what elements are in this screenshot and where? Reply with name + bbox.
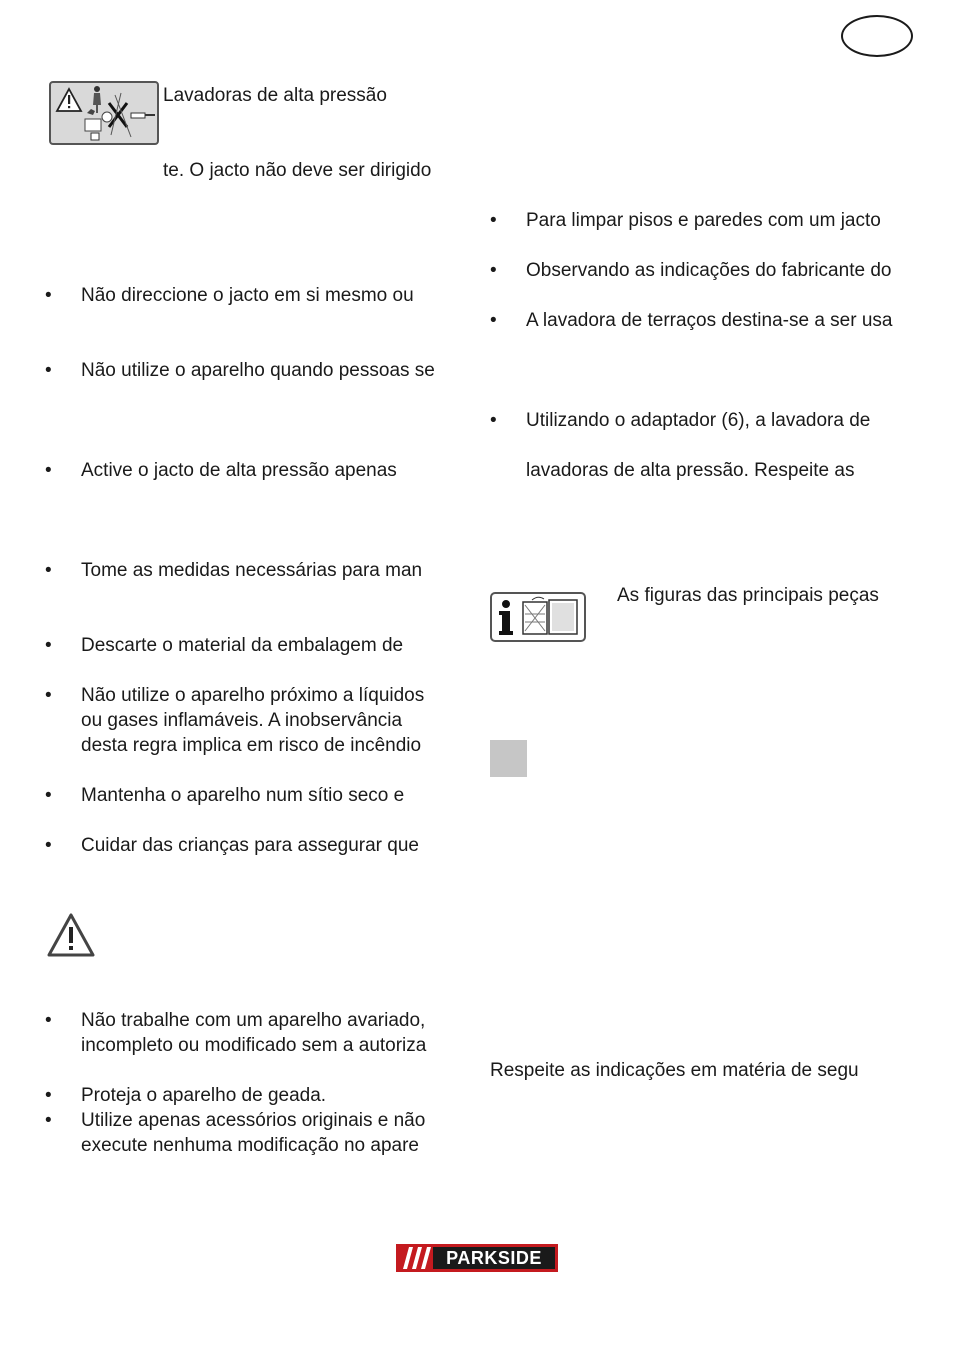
bullet-marker: •	[45, 835, 52, 856]
brand-name: PARKSIDE	[446, 1248, 542, 1268]
list-item-text: Não direccione o jacto em si mesmo ou	[81, 285, 414, 306]
bullet-marker: •	[45, 635, 52, 656]
list-item-text: Utilizando o adaptador (6), a lavadora de	[526, 410, 871, 431]
list-item-text: Mantenha o aparelho num sítio seco e	[81, 785, 405, 806]
gray-marker-square	[490, 740, 527, 777]
list-item-text: Não utilize o aparelho quando pessoas se	[81, 360, 435, 381]
list-item-text: A lavadora de terraços destina-se a ser usa	[526, 310, 893, 331]
bullet-marker: •	[490, 310, 497, 331]
list-item-text: Proteja o aparelho de geada.	[81, 1085, 327, 1106]
language-badge	[841, 15, 913, 57]
bullet-marker: •	[45, 460, 52, 481]
safety-note: Respeite as indicações em matéria de segu	[490, 1060, 859, 1081]
read-manual-info-icon	[490, 592, 586, 642]
list-item-text: Observando as indicações do fabricante do	[526, 260, 892, 281]
intro-text: te. O jacto não deve ser dirigido	[163, 160, 432, 181]
list-item-text: Não trabalhe com um aparelho avariado,	[81, 1010, 426, 1031]
bullet-marker: •	[45, 685, 52, 706]
list-item-text: Cuidar das crianças para assegurar que	[81, 835, 419, 856]
bullet-marker: •	[490, 260, 497, 281]
list-item-text: Active o jacto de alta pressão apenas	[81, 460, 397, 481]
list-item-text: ou gases inflamáveis. A inobservância	[81, 710, 403, 731]
warning-triangle-icon	[46, 912, 96, 958]
bullet-marker: •	[45, 560, 52, 581]
bullet-marker: •	[45, 1085, 52, 1106]
list-item-text: Descarte o material da embalagem de	[81, 635, 404, 656]
bullet-marker: •	[45, 785, 52, 806]
bullet-marker: •	[45, 285, 52, 306]
bullet-marker: •	[45, 1010, 52, 1031]
list-item-text: execute nenhuma modificação no apare	[81, 1135, 420, 1156]
parkside-logo	[396, 1244, 558, 1272]
bullet-marker: •	[45, 1110, 52, 1131]
list-item-text: Para limpar pisos e paredes com um jacto	[526, 210, 881, 231]
bullet-marker: •	[490, 410, 497, 431]
bullet-marker: •	[490, 210, 497, 231]
list-item-text: Utilize apenas acessórios originais e não	[81, 1110, 426, 1131]
list-item-text: Tome as medidas necessárias para man	[81, 560, 423, 581]
list-item-text: desta regra implica em risco de incêndio	[81, 735, 422, 756]
continuation-text: lavadoras de alta pressão. Respeite as	[526, 460, 855, 481]
info-text: As figuras das principais peças	[617, 585, 879, 606]
warning-pictogram-label: Lavadoras de alta pressão	[163, 85, 387, 106]
list-item-text: Não utilize o aparelho próximo a líquidos	[81, 685, 425, 706]
list-item-text: incompleto ou modificado sem a autoriza	[81, 1035, 427, 1056]
pressure-washer-warning-pictogram	[49, 81, 159, 145]
bullet-marker: •	[45, 360, 52, 381]
